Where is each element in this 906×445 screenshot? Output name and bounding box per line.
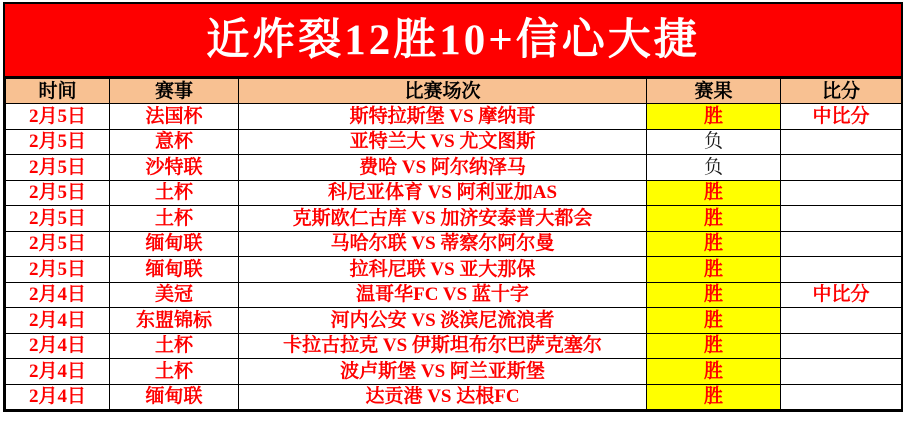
result-cell: 胜: [647, 308, 781, 334]
match-cell: 克斯欧仁古库 VS 加济安泰普大都会: [239, 206, 647, 232]
table-row: [6, 359, 902, 385]
title-banner: [5, 4, 901, 78]
results-sheet: [3, 2, 903, 412]
date-cell: 2月4日: [6, 333, 110, 359]
header-row: [6, 79, 902, 104]
date-cell: 2月4日: [6, 308, 110, 334]
league-cell: 缅甸联: [110, 257, 239, 283]
date-cell: 2月5日: [6, 257, 110, 283]
table-row: [6, 180, 902, 206]
league-cell: 土杯: [110, 359, 239, 385]
score-cell: [781, 384, 902, 410]
match-cell: 费哈 VS 阿尔纳泽马: [239, 155, 647, 181]
score-cell: [781, 359, 902, 385]
date-cell: 2月5日: [6, 206, 110, 232]
league-cell: 美冠: [110, 282, 239, 308]
column-header-score: 比分: [781, 79, 902, 104]
score-cell: [781, 180, 902, 206]
table-row: [6, 129, 902, 155]
result-cell: 胜: [647, 231, 781, 257]
league-cell: 土杯: [110, 333, 239, 359]
result-cell: 胜: [647, 282, 781, 308]
match-cell: 斯特拉斯堡 VS 摩纳哥: [239, 104, 647, 130]
result-cell: 胜: [647, 257, 781, 283]
date-cell: 2月5日: [6, 104, 110, 130]
league-cell: 意杯: [110, 129, 239, 155]
league-cell: 土杯: [110, 206, 239, 232]
table-body: [6, 104, 902, 410]
score-cell: [781, 257, 902, 283]
date-cell: 2月4日: [6, 282, 110, 308]
date-cell: 2月4日: [6, 359, 110, 385]
match-cell: 亚特兰大 VS 尤文图斯: [239, 129, 647, 155]
match-cell: 拉科尼联 VS 亚大那保: [239, 257, 647, 283]
score-cell: [781, 231, 902, 257]
table-row: [6, 104, 902, 130]
match-cell: 温哥华FC VS 蓝十字: [239, 282, 647, 308]
page-title: 近炸裂12胜10+信心大捷: [206, 16, 700, 64]
score-cell: [781, 155, 902, 181]
result-cell: 胜: [647, 384, 781, 410]
date-cell: 2月5日: [6, 180, 110, 206]
result-cell: 负: [647, 155, 781, 181]
result-cell: 胜: [647, 180, 781, 206]
match-cell: 卡拉古拉克 VS 伊斯坦布尔巴萨克塞尔: [239, 333, 647, 359]
score-cell: [781, 333, 902, 359]
league-cell: 法国杯: [110, 104, 239, 130]
column-header-league: 赛事: [110, 79, 239, 104]
date-cell: 2月5日: [6, 231, 110, 257]
match-cell: 科尼亚体育 VS 阿利亚加AS: [239, 180, 647, 206]
match-cell: 波卢斯堡 VS 阿兰亚斯堡: [239, 359, 647, 385]
league-cell: 缅甸联: [110, 384, 239, 410]
table-row: [6, 333, 902, 359]
league-cell: 土杯: [110, 180, 239, 206]
date-cell: 2月5日: [6, 129, 110, 155]
table-row: [6, 308, 902, 334]
date-cell: 2月4日: [6, 384, 110, 410]
table-row: [6, 231, 902, 257]
results-table: [5, 78, 902, 410]
result-cell: 胜: [647, 206, 781, 232]
score-cell: [781, 206, 902, 232]
score-cell: 中比分: [781, 104, 902, 130]
league-cell: 东盟锦标: [110, 308, 239, 334]
result-cell: 胜: [647, 359, 781, 385]
column-header-time: 时间: [6, 79, 110, 104]
score-cell: 中比分: [781, 282, 902, 308]
score-cell: [781, 308, 902, 334]
date-cell: 2月5日: [6, 155, 110, 181]
result-cell: 胜: [647, 333, 781, 359]
table-row: [6, 155, 902, 181]
match-cell: 达贡港 VS 达根FC: [239, 384, 647, 410]
league-cell: 缅甸联: [110, 231, 239, 257]
table-row: [6, 282, 902, 308]
table-row: [6, 257, 902, 283]
result-cell: 胜: [647, 104, 781, 130]
result-cell: 负: [647, 129, 781, 155]
league-cell: 沙特联: [110, 155, 239, 181]
table-row: [6, 384, 902, 410]
match-cell: 河内公安 VS 淡滨尼流浪者: [239, 308, 647, 334]
score-cell: [781, 129, 902, 155]
table-row: [6, 206, 902, 232]
column-header-result: 赛果: [647, 79, 781, 104]
column-header-match: 比赛场次: [239, 79, 647, 104]
match-cell: 马哈尔联 VS 蒂察尔阿尔曼: [239, 231, 647, 257]
